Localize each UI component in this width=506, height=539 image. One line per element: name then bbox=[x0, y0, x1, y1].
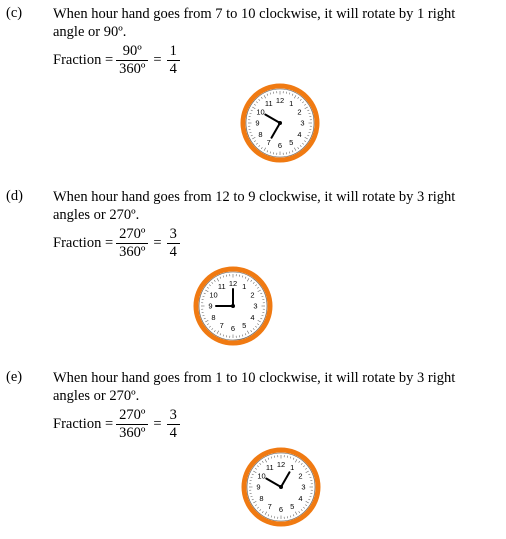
clock-number: 3 bbox=[301, 482, 306, 492]
item-text-line1: When hour hand goes from 1 to 10 clockwise, it will rotate by 3 right bbox=[53, 370, 456, 386]
clock-number: 11 bbox=[264, 99, 273, 109]
clock-number: 2 bbox=[297, 107, 302, 117]
fraction-degrees bbox=[116, 43, 148, 78]
item-text-line1: When hour hand goes from 12 to 9 clockwise, it will rotate by 3 right bbox=[53, 189, 456, 205]
fraction-denominator: 4 bbox=[167, 243, 180, 261]
clock-number: 12 bbox=[228, 279, 238, 289]
fraction-numerator: 3 bbox=[169, 226, 177, 242]
item-text bbox=[53, 369, 503, 405]
item-text bbox=[53, 5, 503, 41]
fraction-numerator: 270º bbox=[119, 226, 146, 242]
clock-number: 9 bbox=[255, 118, 260, 128]
equals-sign: = bbox=[153, 235, 162, 251]
clock-number: 5 bbox=[289, 138, 294, 148]
fraction-row bbox=[53, 226, 183, 261]
fraction-label: Fraction = bbox=[53, 416, 114, 432]
fraction-denominator: 4 bbox=[167, 60, 180, 78]
clock-number: 8 bbox=[211, 312, 216, 322]
item-text-line1: When hour hand goes from 7 to 10 clockwise, it will rotate by 1 right bbox=[53, 6, 456, 22]
clock-number: 11 bbox=[217, 282, 226, 292]
clock-icon bbox=[193, 266, 273, 346]
equals-sign: = bbox=[153, 416, 162, 432]
fraction-numerator: 270º bbox=[119, 407, 146, 423]
fraction-denominator: 360º bbox=[116, 424, 148, 442]
clock-number: 1 bbox=[242, 282, 247, 292]
fraction-denominator: 360º bbox=[116, 243, 148, 261]
clock-number: 8 bbox=[259, 493, 264, 503]
item-text-line2: angle or 90º. bbox=[53, 24, 127, 40]
fraction-denominator: 4 bbox=[167, 424, 180, 442]
clock-icon bbox=[241, 447, 321, 527]
fraction-simplified bbox=[167, 226, 180, 261]
fraction-numerator: 1 bbox=[169, 43, 177, 59]
fraction-degrees bbox=[116, 226, 148, 261]
clock-number: 10 bbox=[257, 471, 266, 481]
clock-number: 1 bbox=[290, 463, 295, 473]
fraction-degrees bbox=[116, 407, 148, 442]
clock-number: 4 bbox=[250, 312, 255, 322]
clock-number: 5 bbox=[290, 502, 295, 512]
fraction-numerator: 90º bbox=[122, 43, 142, 59]
clock-number: 6 bbox=[277, 141, 283, 151]
clock-number: 2 bbox=[298, 471, 303, 481]
clock-number: 5 bbox=[242, 321, 247, 331]
clock-number: 4 bbox=[298, 493, 303, 503]
fraction-label: Fraction = bbox=[53, 52, 114, 68]
clock-number: 1 bbox=[289, 99, 294, 109]
clock-center bbox=[231, 304, 235, 308]
clock-number: 6 bbox=[230, 324, 236, 334]
clock-number: 12 bbox=[275, 96, 285, 106]
fraction-simplified bbox=[167, 407, 180, 442]
item-text bbox=[53, 188, 503, 224]
clock-center bbox=[278, 121, 282, 125]
clock-number: 6 bbox=[278, 505, 284, 515]
clock-number: 10 bbox=[256, 107, 265, 117]
equals-sign: = bbox=[153, 52, 162, 68]
clock-number: 3 bbox=[300, 118, 305, 128]
clock-number: 10 bbox=[209, 290, 218, 300]
clock-number: 7 bbox=[267, 502, 272, 512]
clock-number: 8 bbox=[258, 129, 263, 139]
item-text-line2: angles or 270º. bbox=[53, 388, 140, 404]
fraction-denominator: 360º bbox=[116, 60, 148, 78]
clock-number: 7 bbox=[219, 321, 224, 331]
clock-number: 3 bbox=[253, 301, 258, 311]
clock-number: 2 bbox=[250, 290, 255, 300]
clock-number: 4 bbox=[297, 129, 302, 139]
clock-number: 9 bbox=[256, 482, 261, 492]
item-label: (d) bbox=[6, 188, 23, 204]
clock-icon bbox=[240, 83, 320, 163]
clock-center bbox=[279, 485, 283, 489]
clock-number: 11 bbox=[265, 463, 274, 473]
clock-number: 9 bbox=[208, 301, 213, 311]
fraction-simplified bbox=[167, 43, 180, 78]
fraction-row bbox=[53, 43, 183, 78]
fraction-row bbox=[53, 407, 183, 442]
item-label: (c) bbox=[6, 5, 23, 21]
fraction-label: Fraction = bbox=[53, 235, 114, 251]
item-text-line2: angles or 270º. bbox=[53, 207, 140, 223]
clock-number: 12 bbox=[276, 460, 286, 470]
clock-number: 7 bbox=[266, 138, 271, 148]
item-label: (e) bbox=[6, 369, 23, 385]
fraction-numerator: 3 bbox=[169, 407, 177, 423]
